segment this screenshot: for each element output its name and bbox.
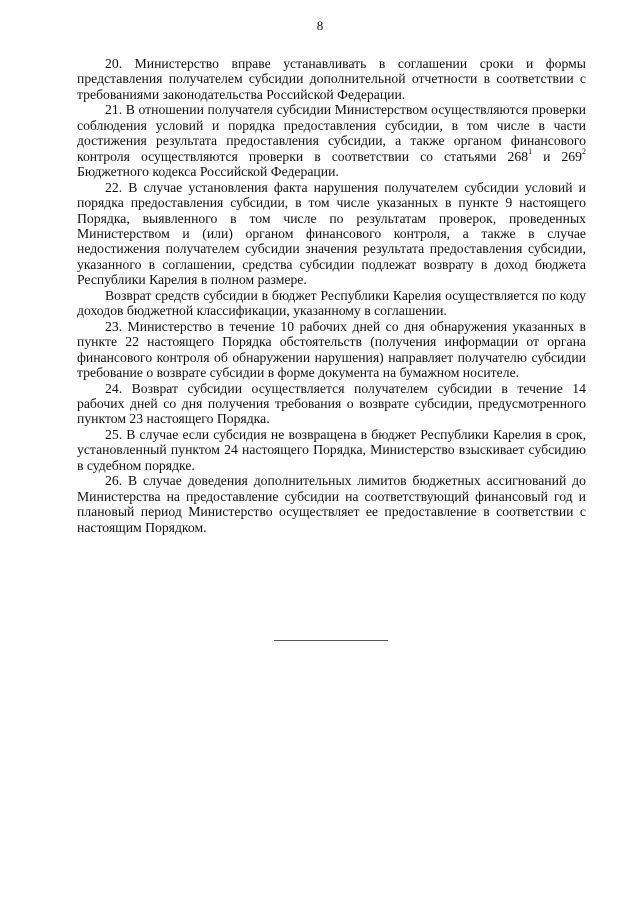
paragraph-22-refund-code: Возврат средств субсидии в бюджет Республики Карелия осуществляется по коду доходов бюджетной классификации, указанному в соглашении. [77,287,586,319]
paragraph-21-text-part-2: и 269 [532,148,582,164]
paragraph-21-text-part-3: Бюджетного кодекса Российской Федерации. [77,164,339,180]
paragraph-25: 25. В случае если субсидия не возвращена в бюджет Республики Карелия в срок, установленный пунктом 24 настоящего Порядка, Министерство взыскивает субсидию в судебном порядке. [77,426,586,473]
end-of-document-rule [274,640,388,641]
paragraph-23: 23. Министерство в течение 10 рабочих дней со дня обнаружения указанных в пункте 22 настоящего Порядка обстоятельств (получения информации от органа финансового контроля об обнаружении нарушения) направляет получателю субсидии требование о возврате субсидии в форме документа на бумажном носителе. [77,318,586,381]
paragraph-21-text-part-1: 21. В отношении получателя субсидии Министерством осуществляются проверки соблюдения условий и порядка предоставления субсидии, в том числе в части достижения результата предоставления субсидии, а также органом финансового контроля осуществляются проверки в соответствии со статьями 268 [77,102,586,164]
page-number: 8 [316,18,324,33]
superscript-2: 2 [582,147,586,157]
paragraph-24: 24. Возврат субсидии осуществляется получателем субсидии в течение 14 рабочих дней со дня получения требования о возврате субсидии, предусмотренного пунктом 23 настоящего Порядка. [77,380,586,427]
paragraph-26: 26. В случае доведения дополнительных лимитов бюджетных ассигнований до Министерства на предоставление субсидии на соответствующий финансовый год и плановый период Министерство осуществляет ее предоставление в соответствии с настоящим Порядком. [77,473,586,535]
superscript-1: 1 [528,147,533,157]
paragraph-22: 22. В случае установления факта нарушения получателем субсидии условий и порядка предоставления субсидии, в том числе указанных в пункте 9 настоящего Порядка, выявленного в том числе по результатам проверок, проведенных Министерством и (или) органом финансового контроля, а также в случае недостижения получателем субсидии значения результата предоставления субсидии, указанного в соглашении, средства субсидии подлежат возврату в доход бюджета Республики Карелия в полном размере. [77,179,586,288]
document-body [77,56,586,535]
paragraph-21 [77,102,586,179]
paragraph-20: 20. Министерство вправе устанавливать в соглашении сроки и формы представления получателем субсидии дополнительной отчетности в соответствии с требованиями законодательства Российской Федерации. [77,56,586,102]
